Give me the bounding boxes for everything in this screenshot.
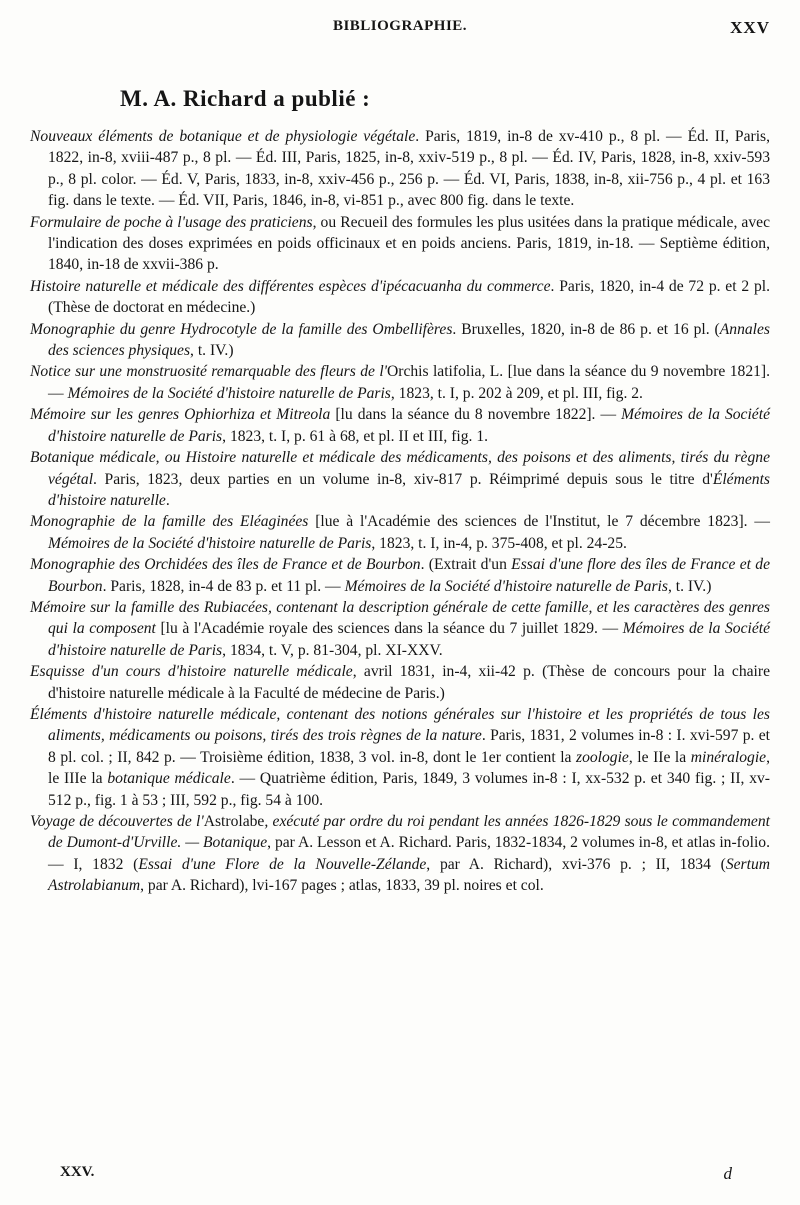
entry-title-italic: botanique médicale [107, 770, 231, 788]
entry-title-italic: Botanique médicale, ou Histoire naturelle et médicale des médicaments, des poisons et des aliments, tirés du règne végétal [30, 449, 770, 488]
entry-title-italic: Histoire naturelle et médicale des différentes espèces d'ipécacuanha du commerce [30, 277, 551, 295]
entry-title-italic: Mémoires de la Société d'histoire naturelle de Paris [67, 384, 391, 402]
entry-text: . Paris, 1819, in-8 de xv-410 p., 8 pl. — Éd. II, Paris, 1822, in-8, xviii-487 p., 8 pl. — Éd. III, Paris, 1825, in-8, xxiv-519 p., 8 pl. — Éd. IV, Paris, 1828, in-8, xxiv-593 p., 8 pl. color. — Éd. V, Paris, 1833, in-8, xxiv-456 p., 256 p. — Éd. VI, Paris, 1838, in-8, xii-756 p., 4 pl. et 163 fig. dans le texte. — Éd. VII, Paris, 1846, in-8, vi-851 p., avec 800 fig. dans le texte. [48, 128, 771, 210]
entry-text: [lu dans la séance du 8 novembre 1822]. — [330, 406, 622, 424]
entry-text: , 1823, t. I, p. 61 à 68, et pl. II et III, fig. 1. [222, 427, 489, 445]
entry-text: . (Extrait d'un [420, 556, 512, 574]
bibliography-entry [30, 661, 770, 704]
bibliography-entry [30, 704, 770, 811]
bibliography-entry [30, 404, 770, 447]
entry-text: . Paris, 1831, 2 volumes in-8 : I. xvi-597 p. et 8 pl. col. ; II, 842 p. — Troisième édition, 1838, 3 vol. in-8, dont le 1er contient la [48, 727, 770, 766]
entry-text: . Paris, 1828, in-4 de 83 p. et 11 pl. — [102, 577, 345, 595]
entry-text: , avril 1831, in-4, xii-42 p. (Thèse de concours pour la chaire d'histoire naturelle médicale à la Faculté de médecine de Paris.) [48, 663, 771, 702]
entry-text: Astrolabe [203, 813, 265, 830]
entry-text: , t. IV.) [190, 342, 234, 360]
entry-title-italic: Notice sur une monstruosité remarquable des fleurs de l' [30, 363, 387, 381]
entry-title-italic: Éléments d'histoire naturelle [48, 470, 770, 509]
bibliography-entry [30, 597, 770, 661]
bibliography-entry [30, 212, 770, 276]
entry-title-italic: Monographie des Orchidées des îles de France et de Bourbon [30, 556, 421, 574]
bibliography-entry [30, 126, 770, 212]
bibliography-entry [30, 511, 770, 554]
bibliography-entry [30, 276, 770, 319]
bibliography-entry [30, 554, 770, 597]
bibliography-entry [30, 447, 770, 511]
entry-title-italic: , exécuté par ordre du roi pendant les années 1826-1829 sous le commandement de Dumont-d'Urville. — Botanique [48, 813, 770, 852]
entry-text: . [165, 491, 170, 509]
entry-text: , le IIIe la [48, 748, 770, 788]
bibliography-entry [30, 811, 770, 897]
entry-title-italic: Essai d'une flore des îles de France et de Bourbon [48, 556, 770, 595]
entry-title-italic: Essai d'une Flore de la Nouvelle-Zélande [138, 855, 427, 873]
entry-title-italic: Sertum Astrolabianum [48, 855, 771, 895]
entry-title-italic: Mémoire sur la famille des Rubiacées, contenant la description générale de cette famille, et les caractères des genres qui la composent [30, 598, 770, 638]
entry-text: Orchis latifolia, L. [lue dans la séance du 9 novembre 1821]. — [48, 363, 771, 402]
bibliography-list [30, 126, 770, 897]
entry-text: , le IIe la [628, 748, 691, 766]
gathering-letter: d [723, 1164, 732, 1183]
signature-mark: XXV. [60, 1164, 95, 1180]
entry-title-italic: Monographie de la famille des Eléaginées [30, 513, 309, 531]
entry-title-italic: Annales des sciences physiques [48, 320, 770, 360]
entry-title-italic: Esquisse d'un cours d'histoire naturelle médicale [30, 663, 353, 681]
entry-title-italic: Mémoires de la Société d'histoire naturelle de Paris [48, 534, 372, 552]
entry-title-italic: zoologie [576, 748, 629, 766]
entry-text: , 1823, t. I, p. 202 à 209, et pl. III, fig. 2. [390, 384, 643, 402]
entry-title-italic: Mémoires de la Société d'histoire naturelle de Paris [48, 620, 770, 659]
entry-text: [lue à l'Académie des sciences de l'Institut, le 7 décembre 1823]. — [308, 513, 770, 531]
entry-title-italic: Formulaire de poche à l'usage des praticiens [30, 213, 313, 231]
entry-title-italic: Éléments d'histoire naturelle médicale, contenant des notions générales sur l'histoire et les propriétés de tous les aliments, médicaments ou poisons, tirés des trois règnes de la nature [30, 705, 770, 745]
entry-text: , 1823, t. I, in-4, p. 375-408, et pl. 24-25. [371, 534, 627, 552]
entry-title-italic: Mémoires de la Société d'histoire naturelle de Paris [48, 406, 770, 445]
entry-text: , par A. Lesson et A. Richard. Paris, 1832-1834, 2 volumes in-8, et atlas in-folio. — I, 1832 ( [48, 834, 771, 873]
entry-text: , par A. Richard), lvi-167 pages ; atlas, 1833, 39 pl. noires et col. [140, 877, 544, 895]
bibliography-entry [30, 361, 770, 404]
entry-text: [lu à l'Académie royale des sciences dans la séance du 7 juillet 1829. — [155, 620, 623, 638]
entry-title-italic: Mémoire sur les genres Ophiorhiza et Mitreola [30, 406, 331, 424]
entry-text: . Paris, 1820, in-4 de 72 p. et 2 pl. (Thèse de doctorat en médecine.) [48, 277, 770, 317]
book-page [30, 18, 770, 897]
section-heading: M. A. Richard a publié : [120, 86, 371, 111]
entry-text: , t. IV.) [667, 577, 712, 595]
running-head [30, 18, 770, 48]
entry-text: . Paris, 1823, deux parties en un volume in-8, xiv-817 p. Réimprimé depuis sous le titre d' [93, 470, 713, 488]
entry-title-italic: Mémoires de la Société d'histoire naturelle de Paris [344, 577, 668, 595]
entry-text: , 1834, t. V, p. 81-304, pl. XI-XXV. [222, 641, 443, 659]
entry-text: , par A. Richard), xvi-376 p. ; II, 1834 ( [426, 855, 726, 873]
page-number: XXV [730, 18, 770, 37]
entry-text: . — Quatrième édition, Paris, 1849, 3 volumes in-8 : I, xx-532 p. et 340 fig. ; II, xv-512 p., fig. 1 à 53 ; III, 592 p., fig. 54 à 100. [48, 770, 770, 809]
running-title: BIBLIOGRAPHIE. [332, 18, 468, 34]
entry-text: , ou Recueil des formules les plus usitées dans la pratique médicale, avec l'indication des doses exprimées en poids officinaux et en poids anciens. Paris, 1819, in-18. — Septième édition, 1840, in-18 de xxvii-386 p. [48, 213, 770, 274]
entry-title-italic: Monographie du genre Hydrocotyle de la famille des Ombellifères [30, 320, 453, 338]
bibliography-entry [30, 319, 770, 362]
entry-title-italic: Voyage de découvertes de l' [30, 813, 204, 830]
entry-title-italic: minéralogie [690, 748, 767, 766]
entry-title-italic: Nouveaux éléments de botanique et de physiologie végétale [30, 128, 416, 145]
entry-text: . Bruxelles, 1820, in-8 de 86 p. et 16 pl. ( [452, 320, 720, 338]
